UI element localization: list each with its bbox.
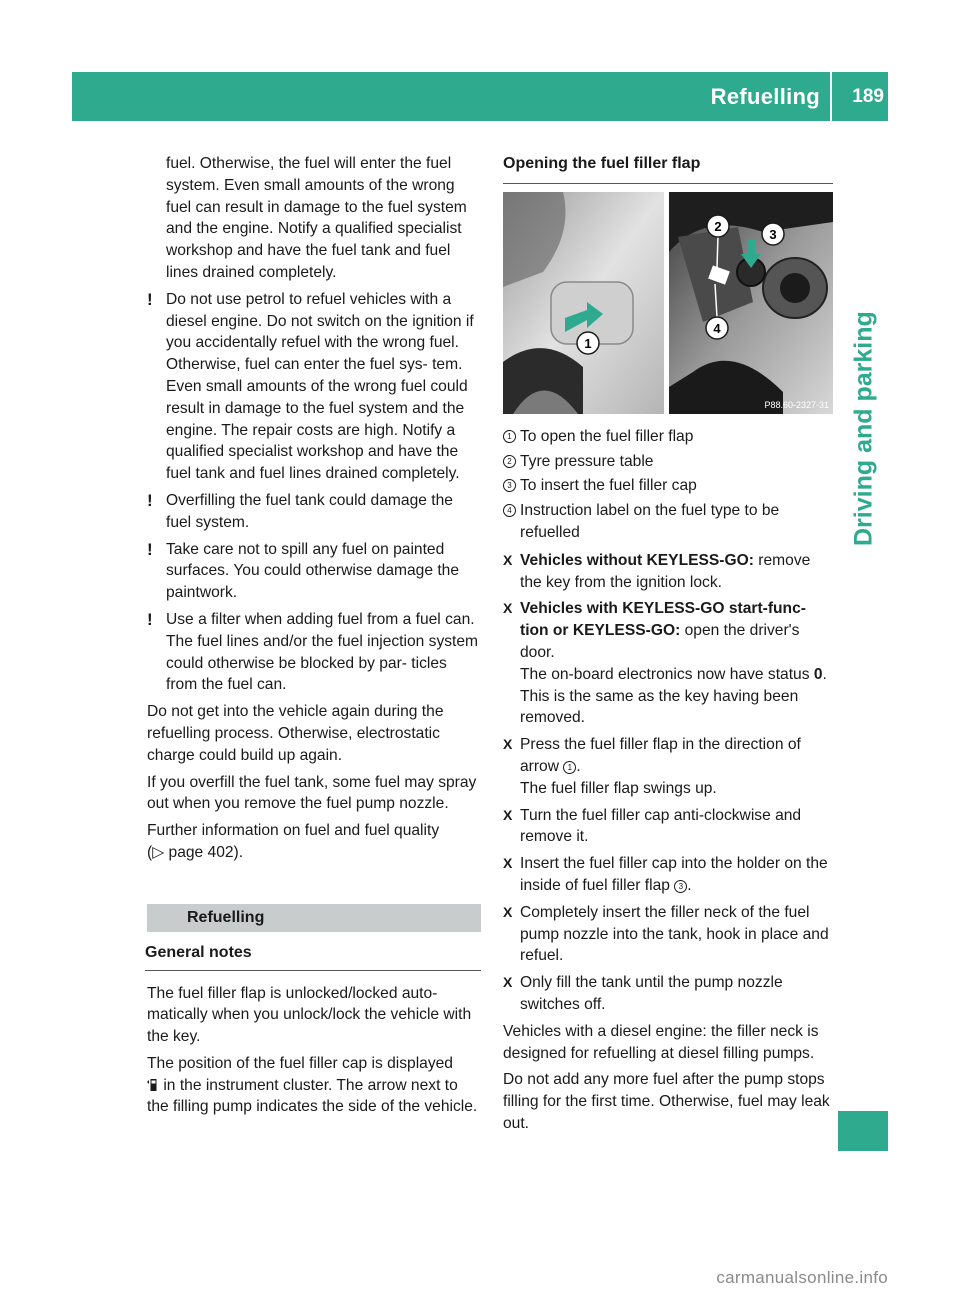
section-title: Refuelling: [147, 904, 481, 932]
page-number: 189: [852, 86, 884, 107]
legend-item: [503, 451, 833, 473]
callout-reference: 1: [563, 761, 576, 774]
warning-item: [147, 490, 481, 534]
paragraph: [147, 1053, 481, 1118]
warning-icon: !: [147, 609, 153, 629]
legend-number: 3: [503, 479, 516, 492]
legend-number: 1: [503, 430, 516, 443]
warning-text: Do not use petrol to refuel vehicles with a diesel engine. Do not switch on the ignition if you accidentally refuel with the wrong fuel. Otherwise, fuel can enter the fuel sys- tem. Even small amounts of the wrong fuel could result in damage to the fuel system and the engine. The repair costs are high. Notify a qualified specialist workshop and have the fuel tank and fuel lines drained completely.: [166, 290, 474, 483]
paragraph-text: in the instrument cluster. The arrow next to the filling pump indicates the side of the vehicle.: [147, 1076, 478, 1116]
section-heading: Opening the fuel filler flap: [503, 153, 833, 184]
side-tab-marker: [838, 1111, 888, 1151]
legend-number: 4: [503, 504, 516, 517]
step-text: Insert the fuel filler cap into the holder on the inside of fuel filler flap: [520, 855, 828, 894]
step-text: .: [576, 757, 581, 775]
instruction-step: [503, 805, 833, 849]
step-marker-icon: X: [503, 903, 513, 920]
step-marker-icon: X: [503, 600, 513, 617]
warning-text: Take care not to spill any fuel on painted surfaces. You could otherwise damage the paintwork.: [166, 540, 460, 602]
instruction-step: [503, 972, 833, 1016]
legend-item: [503, 500, 833, 544]
warning-icon: !: [147, 490, 153, 510]
header-divider: [830, 72, 832, 121]
step-condition: Vehicles with KEYLESS-GO start-func- tion or KEYLESS-GO:: [520, 600, 806, 640]
warning-item: [147, 289, 481, 485]
instruction-step: [503, 734, 833, 799]
page-reference-link[interactable]: (▷ page 402).: [147, 843, 244, 861]
paragraph: Vehicles with a diesel engine: the filler neck is designed for refuelling at diesel filling pumps.: [503, 1022, 819, 1062]
warning-icon: !: [147, 539, 153, 559]
step-marker-icon: X: [503, 974, 513, 991]
warning-text: Overfilling the fuel tank could damage the fuel system.: [166, 491, 453, 531]
step-text: Press the fuel filler flap in the direction of arrow: [520, 736, 801, 775]
callout-reference: 3: [674, 880, 687, 893]
step-note: . This is the same as the key having been removed.: [520, 665, 827, 727]
fuel-filler-figure: [503, 192, 833, 414]
legend-item: [503, 426, 833, 448]
status-value: 0: [813, 665, 823, 683]
header-title: Refuelling: [710, 84, 820, 109]
step-text: Turn the fuel filler cap anti-clockwise and remove it.: [520, 806, 802, 846]
step-condition: Vehicles without KEYLESS-GO:: [520, 551, 754, 569]
intro-paragraph: fuel. Otherwise, the fuel will enter the fuel system. Even small amounts of the wrong fuel can result in damage to the fuel system and the engine. Notify a qualified specialist workshop and have the fuel tank and fuel lines drained completely.: [166, 155, 467, 281]
paragraph: The fuel filler flap is unlocked/locked auto- matically when you unlock/lock the vehicle with the key.: [147, 984, 472, 1046]
figure-callout: 2: [714, 218, 722, 234]
step-text: Completely insert the filler neck of the fuel pump nozzle into the tank, hook in place and refuel.: [520, 903, 829, 965]
right-column: [503, 153, 833, 1140]
legend-text: Tyre pressure table: [520, 452, 654, 470]
instruction-step: [503, 598, 833, 729]
step-marker-icon: X: [503, 855, 513, 872]
figure-callout: 3: [769, 226, 777, 242]
figure-callout: 4: [713, 320, 721, 336]
side-tab-label: Driving and parking: [849, 311, 878, 546]
figure-code: P88.60-2327-31: [764, 399, 829, 410]
paragraph: Do not add any more fuel after the pump stops filling for the first time. Otherwise, fuel may leak out.: [503, 1071, 830, 1132]
paragraph: [147, 820, 481, 864]
step-marker-icon: X: [503, 551, 513, 568]
step-marker-icon: X: [503, 736, 513, 753]
left-column: [147, 153, 481, 1123]
legend-item: [503, 475, 833, 497]
paragraph-text: Further information on fuel and fuel quality: [147, 822, 440, 840]
step-text: .: [687, 876, 692, 894]
instruction-step: [503, 902, 833, 967]
step-text: open the driver's door.: [520, 622, 800, 661]
instruction-step: [503, 550, 833, 594]
subsection-title: General notes: [145, 932, 481, 971]
warning-icon: !: [147, 289, 153, 309]
header-bar: [72, 72, 888, 121]
legend-text: To open the fuel filler flap: [520, 427, 694, 445]
step-text: Only fill the tank until the pump nozzle switches off.: [520, 974, 783, 1013]
step-note: The fuel filler flap swings up.: [520, 779, 717, 797]
warning-text: Use a filter when adding fuel from a fuel can. The fuel lines and/or the fuel injection system could otherwise be blocked by par- ticles from the fuel can.: [166, 610, 479, 694]
paragraph: If you overfill the fuel tank, some fuel may spray out when you remove the fuel pump nozzle.: [147, 773, 477, 813]
paragraph: Do not get into the vehicle again during the refuelling process. Otherwise, electrostatic charge could build up again.: [147, 703, 444, 764]
instruction-step: [503, 853, 833, 897]
fuel-pump-icon: [147, 1078, 159, 1092]
paragraph-text: The position of the fuel filler cap is displayed: [147, 1054, 453, 1072]
step-text: remove the key from the ignition lock.: [520, 551, 811, 591]
legend-text: To insert the fuel filler cap: [520, 477, 697, 495]
warning-item: [147, 539, 481, 604]
step-marker-icon: X: [503, 806, 513, 823]
warning-item: [147, 609, 481, 696]
fuel-filler-illustration: [503, 192, 833, 414]
figure-callout: 1: [584, 335, 592, 351]
legend-text: Instruction label on the fuel type to be refuelled: [520, 502, 780, 541]
step-note: The on-board electronics now have status: [520, 665, 814, 683]
footer-watermark: carmanualsonline.info: [716, 1268, 888, 1287]
legend-number: 2: [503, 455, 516, 468]
